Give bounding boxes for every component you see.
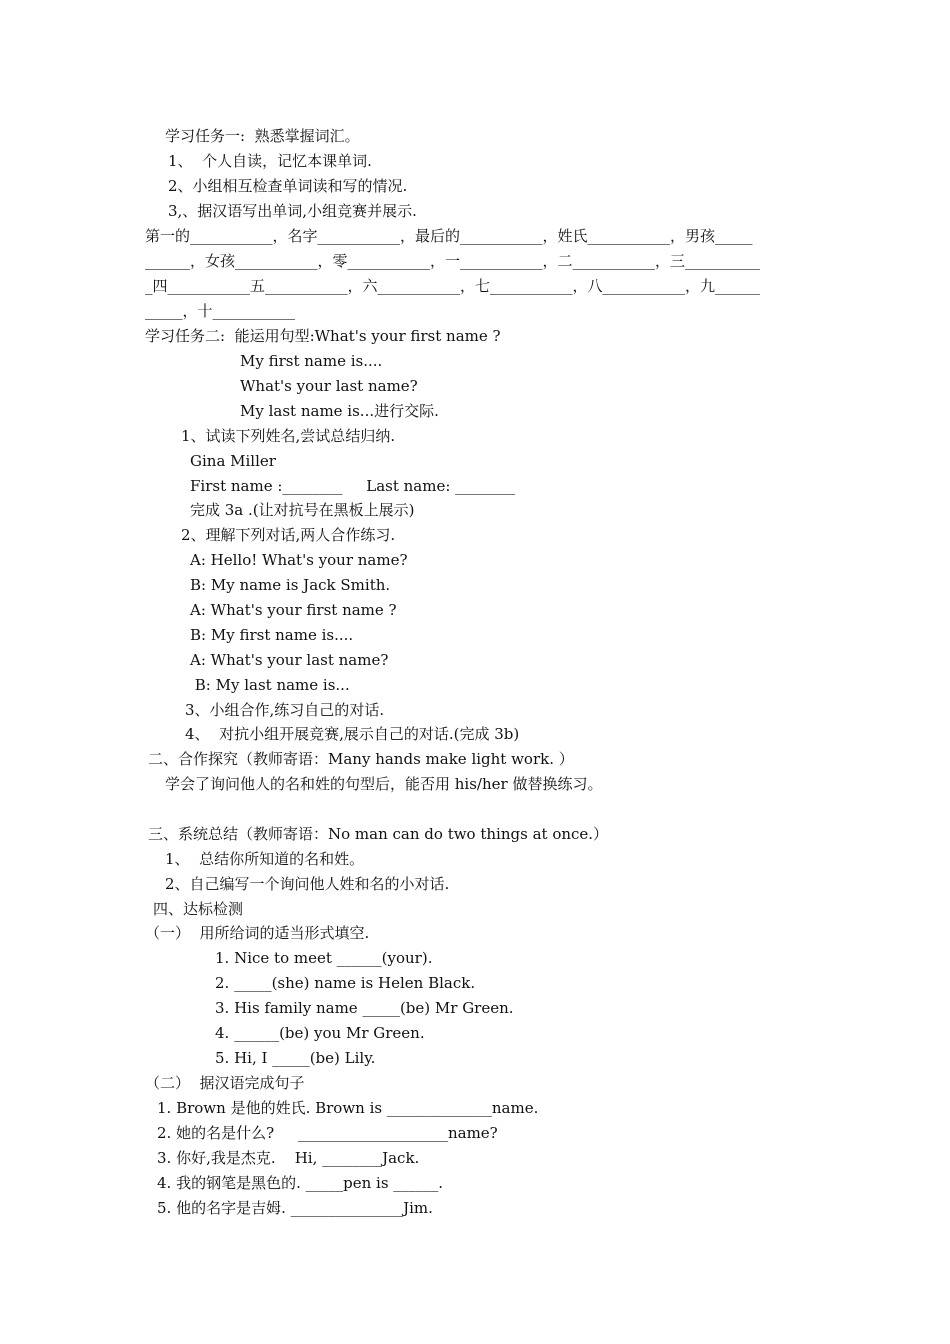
section2-title: 二、合作探究（教师寄语：Many hands make light work. ） [148, 750, 574, 768]
dialogue-line: A: Hello! What's your name? [190, 551, 408, 569]
part1-title: （一） 用所给词的适当形式填空. [145, 924, 370, 942]
exercise-item: 2. _____(she) name is Helen Black. [215, 974, 476, 992]
translation-item: 3. 你好,我是杰克. Hi, ________Jack. [157, 1149, 420, 1167]
vocab-fill-line-1: 第一的___________，名字___________，最后的___________，姓氏___________，男孩_____ [145, 227, 753, 245]
section3-item2: 2、自己编写一个询问他人姓和名的小对话. [165, 875, 450, 893]
vocab-fill-line-4: _____，十___________ [145, 302, 296, 320]
task2-step4: 4、 对抗小组开展竞赛,展示自己的对话.(完成 3b) [185, 725, 520, 743]
section3-item1: 1、 总结你所知道的名和姓。 [165, 850, 365, 868]
task1-title: 学习任务一: 熟悉掌握词汇。 [165, 127, 360, 145]
task2-step1: 1、试读下列姓名,尝试总结归纳. [181, 427, 396, 445]
vocab-fill-line-2: ______，女孩___________，零___________，一___________，二___________，三__________ [145, 252, 761, 270]
exercise-item: 5. Hi, I _____(be) Lily. [215, 1049, 376, 1067]
task1-step3: 3,、据汉语写出单词,小组竞赛并展示. [168, 202, 417, 220]
task2-title: 学习任务二: 能运用句型:What's your first name ? [145, 327, 501, 345]
dialogue-line: B: My first name is.... [190, 626, 354, 644]
first-last-name-blanks: First name :________ Last name: ________ [190, 477, 516, 495]
translation-item: 5. 他的名字是吉姆. _______________Jim. [157, 1199, 433, 1217]
task2-step2: 2、理解下列对话,两人合作练习. [181, 526, 396, 544]
dialogue-line: A: What's your first name ? [190, 601, 397, 619]
translation-item: 2. 她的名是什么? ____________________name? [157, 1124, 498, 1142]
complete-3a: 完成 3a .(让对抗号在黑板上展示) [190, 501, 415, 519]
pattern-line-2: What's your last name? [240, 377, 418, 395]
dialogue-line: B: My last name is... [190, 676, 350, 694]
dialogue-line: A: What's your last name? [190, 651, 389, 669]
section2-body: 学会了询问他人的名和姓的句型后，能否用 his/her 做替换练习。 [165, 775, 603, 793]
exercise-item: 4. ______(be) you Mr Green. [215, 1024, 425, 1042]
task2-step3: 3、小组合作,练习自己的对话. [185, 701, 385, 719]
section4-title: 四、达标检测 [153, 900, 244, 918]
translation-item: 4. 我的钢笔是黑色的. _____pen is ______. [157, 1174, 444, 1192]
exercise-item: 3. His family name _____(be) Mr Green. [215, 999, 514, 1017]
task1-step2: 2、小组相互检查单词读和写的情况. [168, 177, 408, 195]
vocab-fill-line-3: _四___________五___________，六___________，七___________，八___________，九______ [145, 277, 761, 295]
section3-title: 三、系统总结（教师寄语：No man can do two things at once.） [148, 825, 609, 843]
pattern-line-1: My first name is.... [240, 352, 383, 370]
translation-item: 1. Brown 是他的姓氏. Brown is ______________name. [157, 1099, 539, 1117]
dialogue-line: B: My name is Jack Smith. [190, 576, 391, 594]
pattern-line-3: My last name is...进行交际. [240, 402, 439, 420]
part2-title: （二） 据汉语完成句子 [145, 1074, 305, 1092]
exercise-item: 1. Nice to meet ______(your). [215, 949, 433, 967]
name-example: Gina Miller [190, 452, 276, 470]
task1-step1: 1、 个人自读，记忆本课单词. [168, 152, 372, 170]
